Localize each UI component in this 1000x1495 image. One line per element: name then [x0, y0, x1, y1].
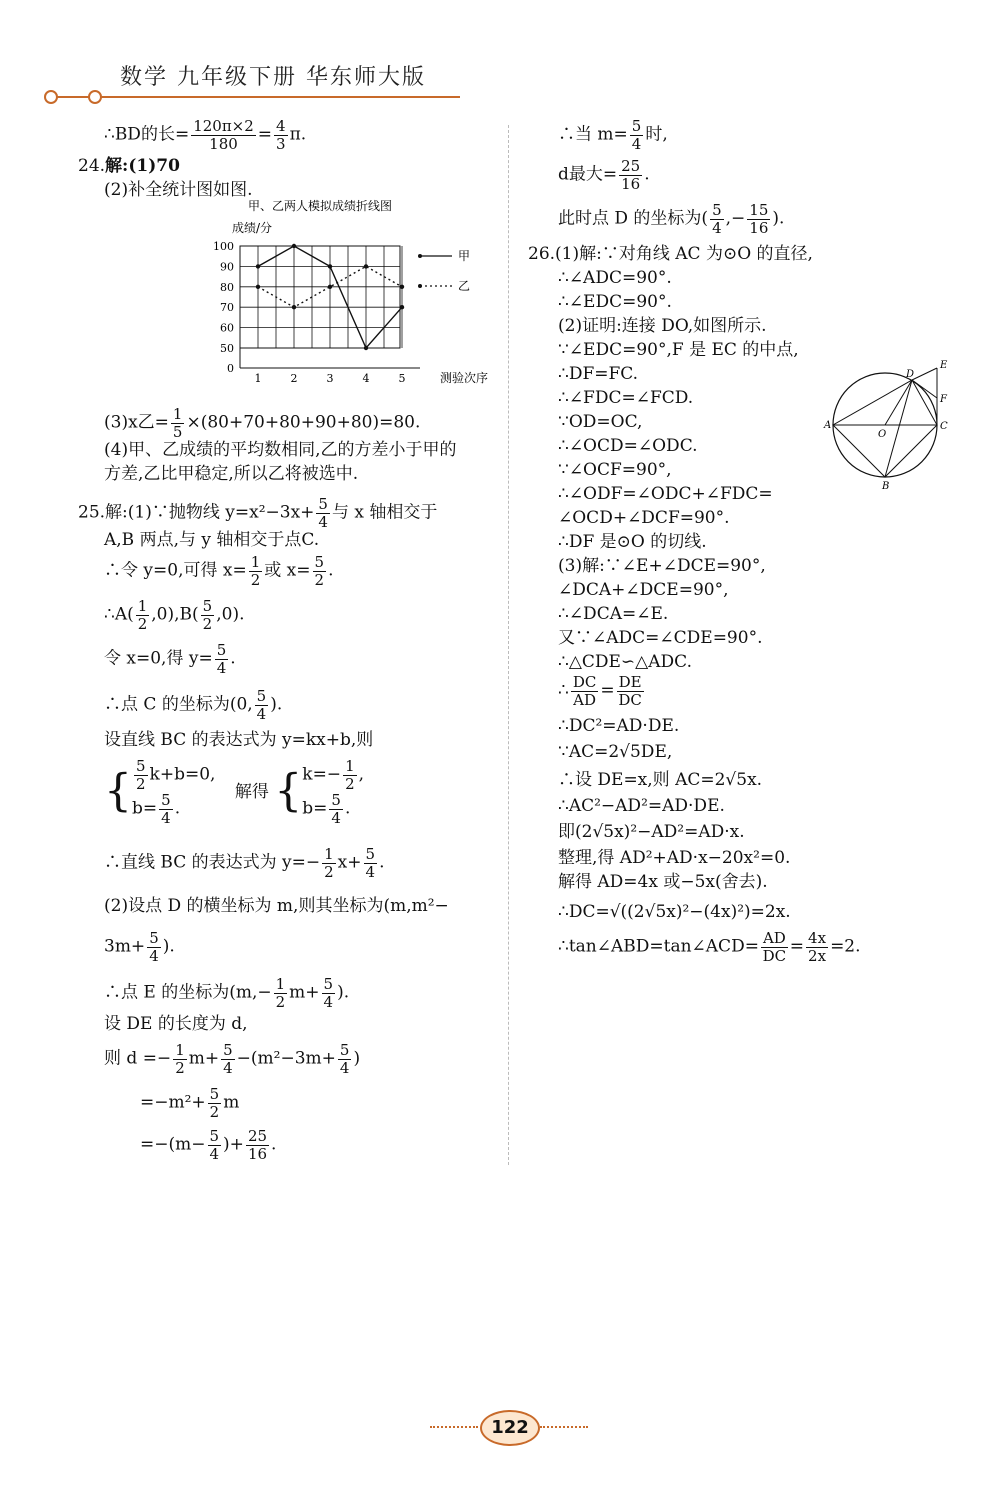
text-line: 此时点 D 的坐标为( $\frac{5}{4}$ ,− $\frac{15}{16}$ ).: [558, 201, 785, 237]
text-line: ∴tan∠ABD=tan∠ACD= $\frac{AD}{DC}$ = $\frac{4x}{2x}$ =2.: [558, 929, 861, 965]
question-26: 26.(1)解:∵对角线 AC 为⊙O 的直径,: [528, 244, 813, 264]
text-line: 则 d =− $\frac{1}{2}$ m+ $\frac{5}{4}$ −(m²−3m+ $\frac{5}{4}$ ): [104, 1041, 361, 1077]
text-line: ∴当 m= $\frac{5}{4}$ 时,: [558, 117, 668, 153]
y-tick-label: 0: [227, 362, 234, 375]
text-line: ∴∠ADC=90°.: [558, 268, 672, 288]
y-tick-label: 70: [220, 301, 234, 315]
y-tick-label: 100: [213, 240, 234, 253]
footer-dots: [430, 1426, 478, 1428]
equation-system: { $\frac{5}{2}$ k+b=0, b= $\frac{5}{4}$ . 解得 { k=− $\frac{1}{2}$ , b= $\frac{5}{4}$ .: [104, 757, 365, 827]
label-e: E: [940, 360, 948, 371]
text-line: (4)甲、乙成绩的平均数相同,乙的方差小于甲的: [104, 440, 457, 460]
text-line: ∴∠EDC=90°.: [558, 292, 672, 312]
label-b: B: [882, 481, 890, 492]
text-line: ∴∠FDC=∠FCD.: [558, 388, 694, 408]
text-line: ∵OD=OC,: [558, 412, 643, 432]
text-line: ∴点 C 的坐标为(0, $\frac{5}{4}$ ).: [104, 687, 283, 723]
text-line: (2)设点 D 的横坐标为 m,则其坐标为(m,m²−: [104, 896, 449, 916]
legend-marker: [418, 284, 422, 288]
label-c: C: [940, 421, 948, 432]
text-line: ∴点 E 的坐标为(m,− $\frac{1}{2}$ m+ $\frac{5}{4}$ ).: [104, 975, 350, 1011]
segment-do: [885, 380, 912, 425]
data-point: [292, 305, 296, 309]
text-line: 3m+ $\frac{5}{4}$ ).: [104, 929, 175, 965]
y-tick-label: 50: [220, 342, 234, 355]
text-line: =−(m− $\frac{5}{4}$ )+ $\frac{25}{16}$ .: [140, 1127, 277, 1163]
text-line: A,B 两点,与 y 轴相交于点C.: [104, 530, 320, 550]
x-tick-label: 2: [290, 372, 298, 385]
text-line: ∴DF 是⊙O 的切线.: [558, 532, 707, 552]
header-dot: [44, 90, 58, 104]
text-line: ∴直线 BC 的表达式为 y=− $\frac{1}{2}$ x+ $\frac{5}{4}$ .: [104, 845, 385, 881]
segment-de: [912, 368, 937, 380]
header-rule: [50, 96, 460, 98]
legend-marker: [418, 254, 422, 258]
chart-title: 甲、乙两人模拟成绩折线图: [247, 199, 393, 213]
question-24: 24.解:(1)70: [78, 156, 180, 176]
circle-diagram: [824, 360, 980, 492]
text-line: ∴△CDE∽△ADC.: [558, 652, 692, 672]
book-title: 数学 九年级下册 华东师大版: [120, 65, 426, 90]
question-25: 25.解:(1)∵抛物线 y=x²−3x+ $\frac{5}{4}$ 与 x 轴相交于: [78, 495, 438, 531]
x-tick-label: 3: [326, 372, 334, 385]
data-point: [256, 264, 260, 268]
text-line: 整理,得 AD²+AD·x−20x²=0.: [558, 848, 791, 868]
y-tick-label: 90: [220, 260, 234, 274]
text-line: 解得 AD=4x 或−5x(舍去).: [558, 872, 768, 892]
x-axis-label: 测验次序: [440, 371, 489, 385]
segment-db: [885, 380, 912, 477]
text-line: 即(2√5x)²−AD²=AD·x.: [558, 822, 745, 842]
text-line: ∴∠ODF=∠ODC+∠FDC=: [558, 484, 773, 504]
page-number: 122: [480, 1410, 540, 1446]
text-line: ∴∠DCA=∠E.: [558, 604, 669, 624]
text-line: ∠OCD+∠DCF=90°.: [558, 508, 730, 528]
data-point: [364, 264, 368, 268]
y-axis-label: 成绩/分: [232, 221, 273, 235]
label-o: O: [878, 429, 887, 440]
text-line: 设 DE 的长度为 d,: [104, 1014, 248, 1034]
text-line: ∴A( $\frac{1}{2}$ ,0),B( $\frac{5}{2}$ ,0).: [104, 597, 245, 633]
legend-label: 甲: [458, 249, 471, 263]
legend-label: 乙: [458, 279, 471, 293]
data-point: [400, 285, 404, 289]
x-tick-label: 4: [362, 372, 370, 385]
y-tick-label: 60: [220, 321, 234, 335]
label-d: D: [906, 369, 915, 380]
text-line: ∴ $\frac{DC}{AD}$ = $\frac{DE}{DC}$: [558, 673, 642, 709]
text-line: 令 x=0,得 y= $\frac{5}{4}$ .: [104, 641, 236, 677]
text-line: 方差,乙比甲稳定,所以乙将被选中.: [104, 464, 359, 484]
x-tick-label: 1: [254, 372, 262, 385]
text-line: ∴DC=√((2√5x)²−(4x)²)=2x.: [558, 902, 791, 922]
text-line: ∠DCA+∠DCE=90°,: [558, 580, 729, 600]
x-tick-label: 5: [398, 372, 406, 385]
text-line: ∴∠OCD=∠ODC.: [558, 436, 698, 456]
text-line: ∵∠EDC=90°,F 是 EC 的中点,: [558, 340, 799, 360]
label-f: F: [940, 394, 947, 405]
text-line: 设直线 BC 的表达式为 y=kx+b,则: [104, 730, 374, 750]
text-line: ∴令 y=0,可得 x= $\frac{1}{2}$ 或 x= $\frac{5}{2}$ .: [104, 553, 334, 589]
text-line: =−m²+ $\frac{5}{2}$ m: [140, 1085, 240, 1121]
y-tick-label: 80: [220, 280, 234, 294]
text-line: ∴设 DE=x,则 AC=2√5x.: [558, 770, 763, 790]
data-point: [328, 285, 332, 289]
text-line: d最大= $\frac{25}{16}$ .: [558, 157, 650, 193]
text-line: ∵AC=2√5DE,: [558, 742, 673, 762]
text-line: (3)x乙= $\frac{1}{5}$ ×(80+70+80+90+80)=80.: [104, 405, 421, 441]
text-line: 又∵∠ADC=∠CDE=90°.: [558, 628, 763, 648]
text-line: ∵∠OCF=90°,: [558, 460, 672, 480]
text-line: ∴BD的长= $\frac{120\pi\times 2}{180}$ = $\frac{4}{3}$ π.: [104, 117, 307, 153]
data-point: [292, 244, 296, 248]
data-point: [328, 264, 332, 268]
text-line: (3)解:∵∠E+∠DCE=90°,: [558, 556, 766, 576]
data-point: [256, 285, 260, 289]
footer-dots: [540, 1426, 588, 1428]
header-dot: [88, 90, 102, 104]
label-a: A: [824, 420, 832, 431]
data-point: [400, 305, 404, 309]
text-line: ∴AC²−AD²=AD·DE.: [558, 796, 725, 816]
text-line: (2)证明:连接 DO,如图所示.: [558, 316, 767, 336]
page-header: [0, 58, 1000, 108]
text-line: (2)补全统计图如图.: [104, 180, 253, 200]
data-point: [364, 346, 368, 350]
segment-df: [912, 380, 937, 398]
page-footer: [430, 1410, 590, 1450]
text-line: ∴DC²=AD·DE.: [558, 716, 680, 736]
line-chart: [190, 198, 520, 398]
text-line: ∴DF=FC.: [558, 364, 639, 384]
